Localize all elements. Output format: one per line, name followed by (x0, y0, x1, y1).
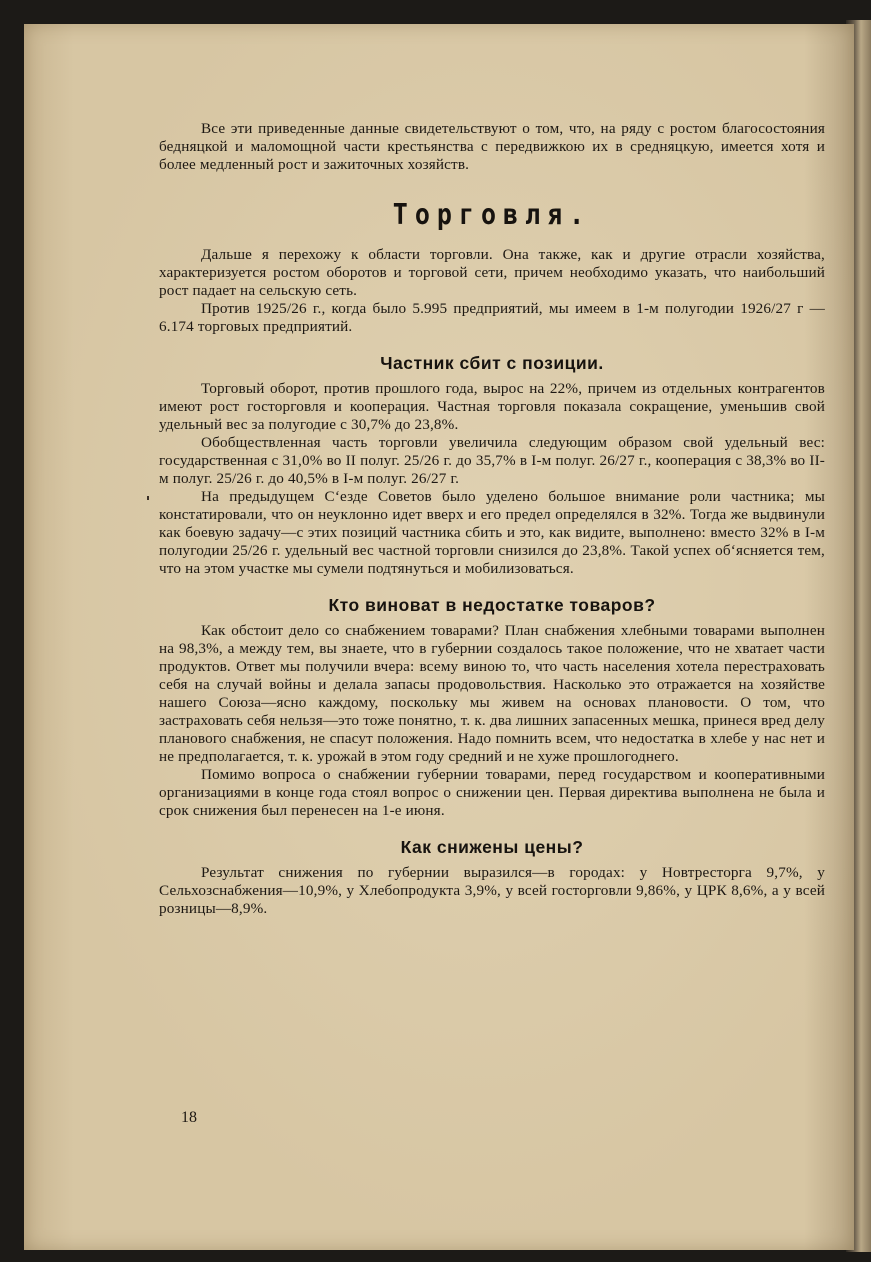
subheading-prices-reduced: Как снижены цены? (400, 837, 584, 857)
subheading-private-trader: Частник сбит с позиции. (380, 353, 604, 373)
paragraph-previous-congress: На предыдущем С‘езде Советов было уделено большое внимание роли частника; мы констатировали, что он неуклонно идет вверх и его предел определялся в 32%. Тогда же выдвинули как боевую задачу—с этих позиций частника сбить и это, как видите, выполнено: вместо 32% в I-м полугодии 25/26 г. удельный вес частной торговли снизился до 23,8%. Такой успех об‘ясняется тем, что на этом участке мы сумели подтянуться и мобилизоваться. (159, 488, 825, 577)
subheading-goods-shortage: Кто виноват в недостатке товаров? (328, 595, 656, 615)
paragraph-price-results: Результат снижения по губернии выразился—в городах: у Новтресторга 9,7%, у Сельхозснабжения—10,9%, у Хлебопродукта 3,9%, у всей госторговли 9,86%, у ЦРК 8,6%, а у всей розницы—8,9%. (159, 864, 825, 917)
paragraph-price-reduction-task: Помимо вопроса о снабжении губернии товарами, перед государством и кооперативными организациями в конце года стоял вопрос о снижении цен. Первая директива выполнена не была и срок снижения был перенесен на 1-е июня. (159, 766, 825, 819)
paragraph-trade-intro: Дальше я перехожу к области торговли. Она также, как и другие отрасли хозяйства, характеризуется ростом оборотов и торговой сети, причем необходимо указать, что наибольший рост падает на сельскую сеть. (159, 246, 825, 299)
paragraph-trade-turnover: Торговый оборот, против прошлого года, вырос на 22%, причем из отдельных контрагентов имеют рост госторговля и кооперация. Частная торговля показала сокращение, уменьшив свой удельный вес за полугодие с 30,7% до 23,8%. (159, 380, 825, 433)
paragraph-socialized-share: Обобществленная часть торговли увеличила следующим образом свой удельный вес: государственная с 31,0% во II полуг. 25/26 г. до 35,7% в I-м полуг. 26/27 г., кооперация с 38,3% во II-м полуг. 25/26 г. до 40,5% в I-м полуг. 26/27 г. (159, 434, 825, 487)
page-number: 18 (181, 1109, 197, 1126)
paragraph-prosperity-growth: Все эти приведенные данные свидетельствуют о том, что, на ряду с ростом благосостояния бедняцкой и маломощной части крестьянства с передвижкою их в средняцкую, имеется хотя и более медленный рост и зажиточных хозяйств. (159, 120, 825, 173)
page-body-text (159, 120, 825, 918)
paragraph-enterprise-count: Против 1925/26 г., когда было 5.995 предприятий, мы имеем в 1-м полугодии 1926/27 г —6.174 торговых предприятий. (159, 300, 825, 335)
paragraph-supply-plan: Как обстоит дело со снабжением товарами? План снабжения хлебными товарами выполнен на 98,3%, а между тем, вы знаете, что в губернии создалось такое положение, что не хватает части продуктов. Ответ мы получили вчера: всему виною то, что часть населения хотела перестраховать себя на случай войны и делала запасы продовольствия. Насколько это отражается на хозяйстве нашего Союза—ясно каждому, поскольку мы живем на основах плановости. О том, что застраховать себя нельзя—это тоже понятно, т. к. два лишних запасенных мешка, принеся вред делу планового снабжения, не спасут положения. Надо помнить всем, что недостатка в хлебе у нас нет и не предполагается, т. к. урожай в этом году средний и не хуже прошлогоднего. (159, 622, 825, 765)
section-heading-trade: Торговля. (392, 197, 592, 232)
margin-mark (147, 496, 149, 500)
